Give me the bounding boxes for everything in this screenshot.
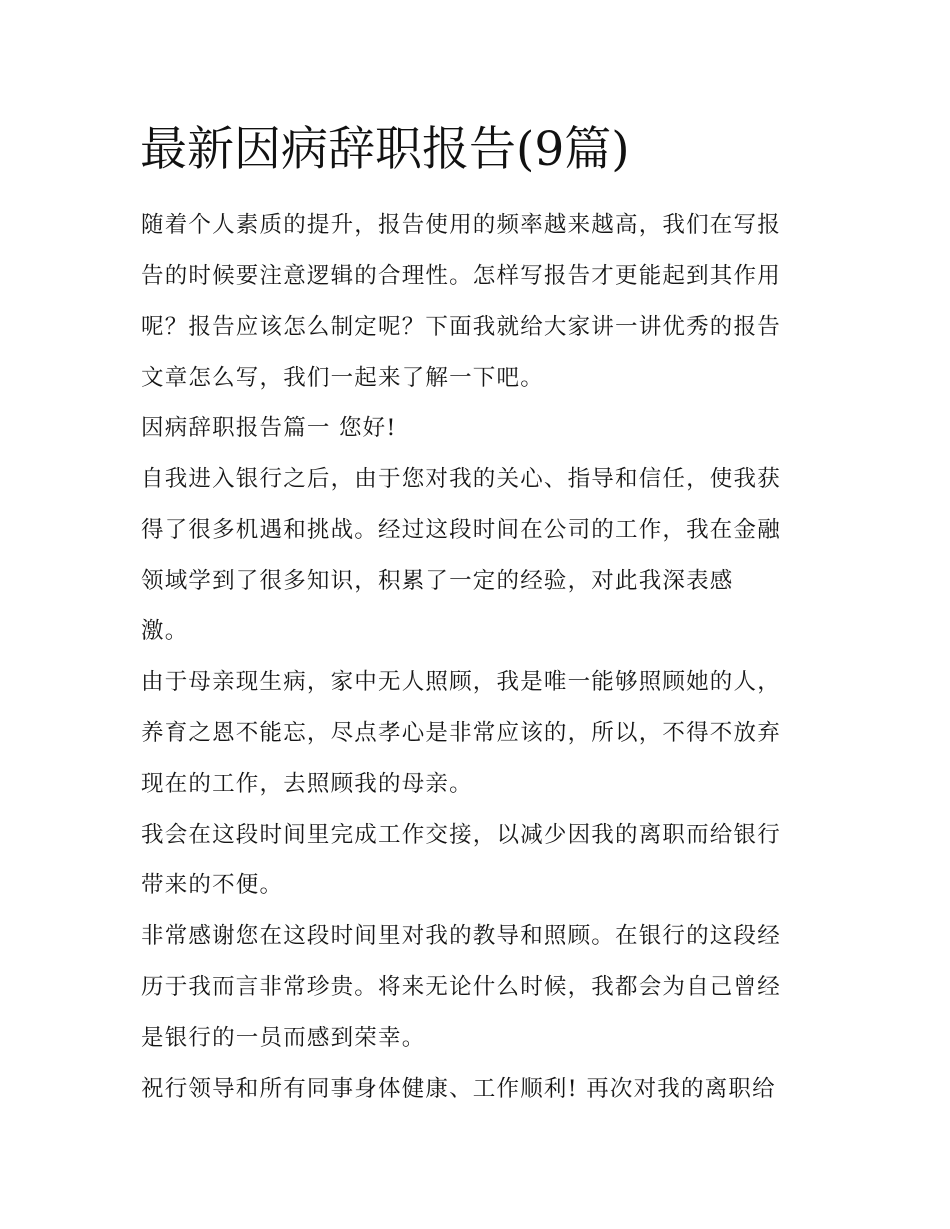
text-line: 我会在这段时间里完成工作交接，以减少因我的离职而给银行 <box>141 822 781 848</box>
text-line: 历于我而言非常珍贵。将来无论什么时候，我都会为自己曾经 <box>141 974 781 1000</box>
text-line: 带来的不便。 <box>141 872 284 898</box>
text-line: 呢？报告应该怎么制定呢？下面我就给大家讲一讲优秀的报告 <box>141 314 781 340</box>
text-line: 自我进入银行之后，由于您对我的关心、指导和信任，使我获 <box>141 466 781 492</box>
text-line: 告的时候要注意逻辑的合理性。怎样写报告才更能起到其作用 <box>141 263 781 289</box>
text-line: 激。 <box>141 618 189 644</box>
text-line: 非常感谢您在这段时间里对我的教导和照顾。在银行的这段经 <box>141 923 781 949</box>
text-line: 随着个人素质的提升，报告使用的频率越来越高，我们在写报 <box>141 212 781 238</box>
text-line: 祝行领导和所有同事身体健康、工作顺利! 再次对我的离职给 <box>141 1076 776 1102</box>
section-heading: 因病辞职报告篇一 您好! <box>141 415 397 441</box>
text-line: 由于母亲现生病，家中无人照顾，我是唯一能够照顾她的人， <box>141 669 781 695</box>
text-line: 文章怎么写，我们一起来了解一下吧。 <box>141 365 544 391</box>
text-line: 养育之恩不能忘，尽点孝心是非常应该的，所以，不得不放弃 <box>141 720 781 746</box>
text-line: 得了很多机遇和挑战。经过这段时间在公司的工作，我在金融 <box>141 517 781 543</box>
document-title: 最新因病辞职报告(9篇) <box>140 122 630 177</box>
text-line: 是银行的一员而感到荣幸。 <box>141 1025 426 1051</box>
text-line: 领域学到了很多知识，积累了一定的经验，对此我深表感 <box>141 568 734 594</box>
text-line: 现在的工作，去照顾我的母亲。 <box>141 771 473 797</box>
